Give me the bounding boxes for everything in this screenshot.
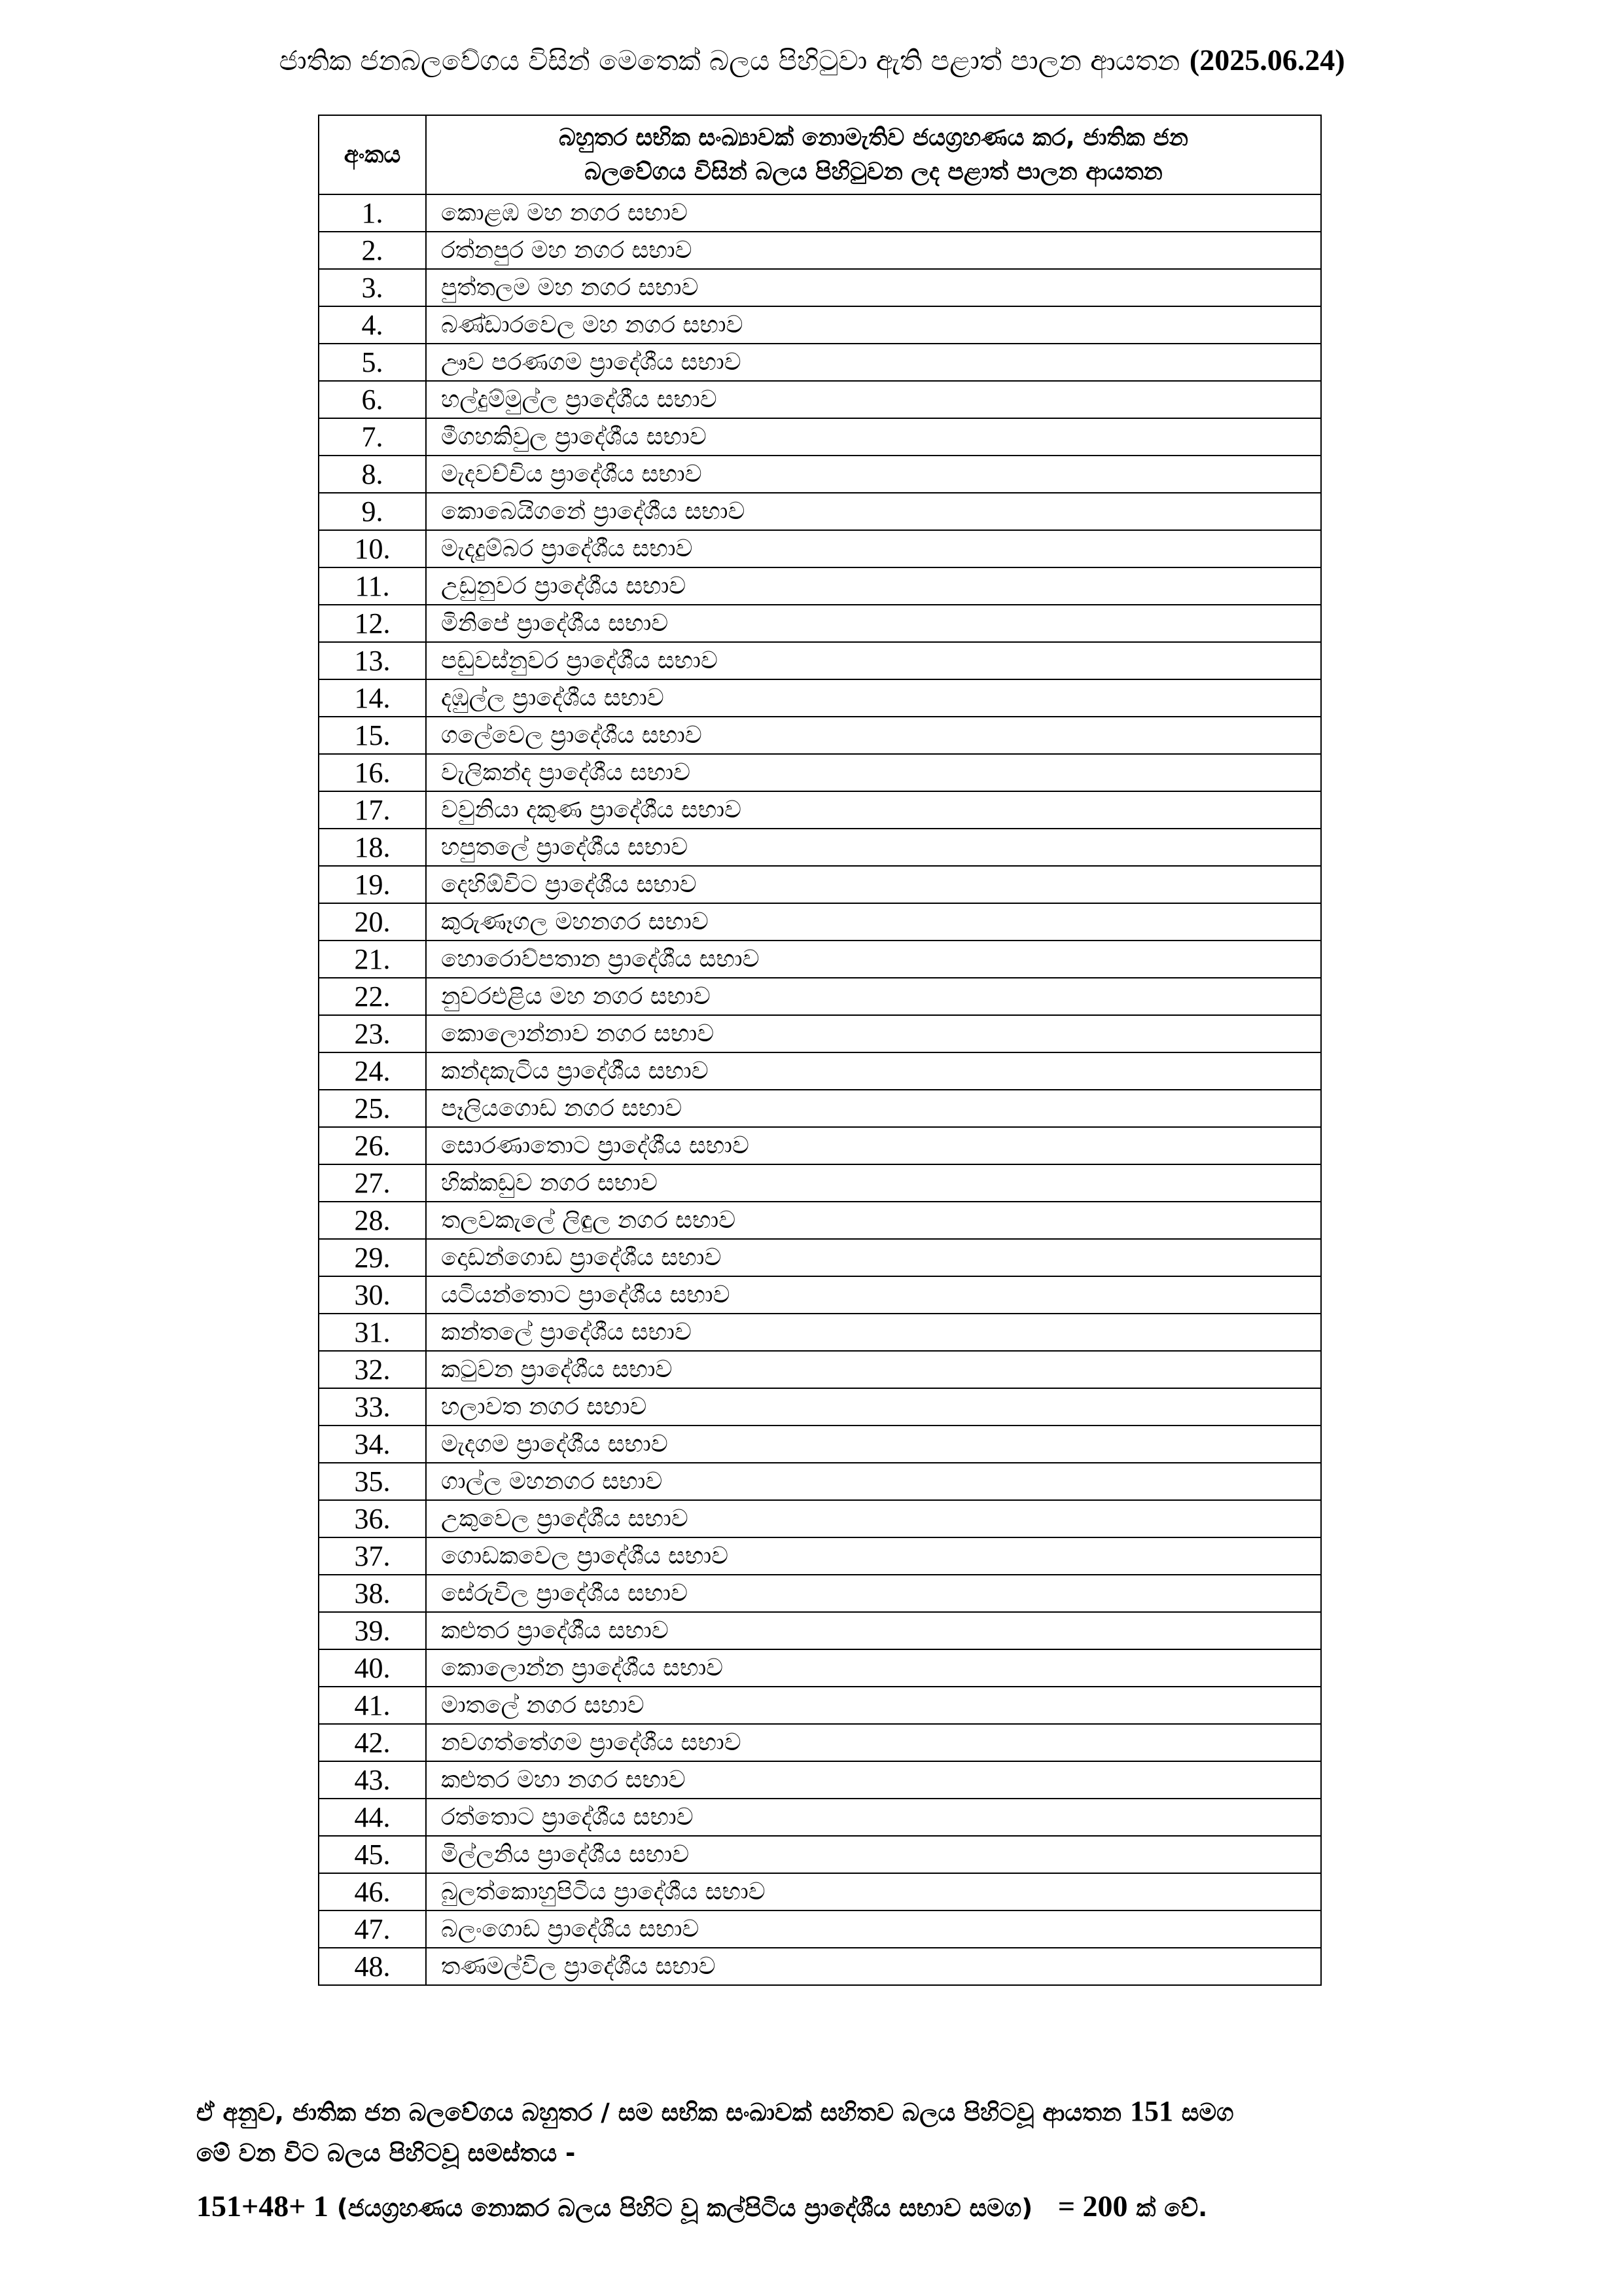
row-number: 11. (319, 567, 426, 605)
row-council-name: තලවකැලේ ලිඳුල නගර සභාව (426, 1202, 1321, 1239)
row-council-name: දොඩන්ගොඩ ප්‍රාදේශීය සභාව (426, 1239, 1321, 1276)
summary-line1-number: 151 (1129, 2095, 1173, 2127)
row-number: 15. (319, 717, 426, 754)
row-council-name: තණමල්විල ප්‍රාදේශීය සභාව (426, 1948, 1321, 1985)
summary-line1-before: ඒ අනුව, ජාතික ජන බලවේගය බහුතර / සම සභික සංඛාවක් සහිතව බලය පිහිටවූ ආයතන (196, 2098, 1122, 2126)
table-row (319, 791, 1321, 829)
title-text: ජාතික ජනබලවේගය විසින් මෙතෙක් බලය පිහිටුවා ඇති පළාත් පාලන ආයතන (279, 45, 1180, 77)
row-council-name: හොරොව්පතාන ප්‍රාදේශීය සභාව (426, 941, 1321, 978)
table-row (319, 1351, 1321, 1388)
row-council-name: දෙහිඕවිට ප්‍රාදේශීය සභාව (426, 866, 1321, 903)
table-row (319, 1202, 1321, 1239)
table-row (319, 344, 1321, 381)
row-council-name: රත්නපුර මහ නගර සභාව (426, 232, 1321, 269)
row-council-name: ගොඩකවෙල ප්‍රාදේශීය සභාව (426, 1537, 1321, 1575)
row-number: 8. (319, 456, 426, 493)
row-council-name: කටුවන ප්‍රාදේශීය සභාව (426, 1351, 1321, 1388)
row-council-name: ගලේවෙල ප්‍රාදේශීය සභාව (426, 717, 1321, 754)
table-row (319, 1687, 1321, 1724)
table-row (319, 1314, 1321, 1351)
row-number: 48. (319, 1948, 426, 1985)
row-council-name: සොරණාතොට ප්‍රාදේශීය සභාව (426, 1127, 1321, 1164)
table-row (319, 1015, 1321, 1052)
total-formula-note: (ජයග්‍රහණය නොකර බලය පිහිට වූ කල්පිටිය ප්‍රාදේශීය සභාව සමග) (336, 2194, 1033, 2222)
row-council-name: ඌව පරණගම ප්‍රාදේශීය සභාව (426, 344, 1321, 381)
row-council-name: බලංගොඩ ප්‍රාදේශීය සභාව (426, 1910, 1321, 1948)
row-number: 22. (319, 978, 426, 1015)
table-row (319, 1948, 1321, 1985)
table-body (319, 194, 1321, 1985)
row-number: 43. (319, 1761, 426, 1799)
total-result-number: = 200 (1057, 2189, 1128, 2223)
header-name-line2: බලවේගය විසින් බලය පිහිටුවන ලද පළාත් පාලන ආයතන (584, 158, 1163, 185)
table-row (319, 1612, 1321, 1649)
row-council-name: බණ්ඩාරවෙල මහ නගර සභාව (426, 306, 1321, 344)
table-row (319, 1500, 1321, 1537)
summary-line1-after: සමග (1181, 2098, 1234, 2126)
row-council-name: හලාවත නගර සභාව (426, 1388, 1321, 1426)
row-number: 6. (319, 381, 426, 418)
row-number: 44. (319, 1799, 426, 1836)
title-date: (2025.06.24) (1189, 43, 1345, 77)
table-row (319, 381, 1321, 418)
row-council-name: හල්දුම්මුල්ල ප්‍රාදේශීය සභාව (426, 381, 1321, 418)
row-number: 27. (319, 1164, 426, 1202)
row-number: 29. (319, 1239, 426, 1276)
table-row (319, 1910, 1321, 1948)
table-row (319, 1649, 1321, 1687)
row-council-name: දඹුල්ල ප්‍රාදේශීය සභාව (426, 679, 1321, 717)
row-number: 24. (319, 1052, 426, 1090)
row-number: 33. (319, 1388, 426, 1426)
table-row (319, 903, 1321, 941)
row-number: 46. (319, 1873, 426, 1910)
table-row (319, 1127, 1321, 1164)
table-row (319, 1836, 1321, 1873)
table-row (319, 567, 1321, 605)
header-name-line1: බහුතර සභික සංඛ්‍යාවක් නොමැතිව ජයග්‍රහණය කර, ජාතික ජන (558, 124, 1189, 151)
table-row (319, 232, 1321, 269)
row-council-name: මාතලේ නගර සභාව (426, 1687, 1321, 1724)
row-number: 9. (319, 493, 426, 530)
row-council-name: හික්කඩුව නගර සභාව (426, 1164, 1321, 1202)
total-result-suffix: ක් වේ. (1136, 2194, 1208, 2222)
document-title (0, 41, 1624, 81)
table-row (319, 1090, 1321, 1127)
row-number: 19. (319, 866, 426, 903)
table-row (319, 306, 1321, 344)
table-row (319, 418, 1321, 456)
row-number: 32. (319, 1351, 426, 1388)
table-row (319, 1575, 1321, 1612)
summary-line2: මේ වන විට බලය පිහිටවූ සමස්තය - (196, 2139, 576, 2167)
row-council-name: වැලිකන්ද ප්‍රාදේශීය සභාව (426, 754, 1321, 791)
row-number: 38. (319, 1575, 426, 1612)
row-number: 23. (319, 1015, 426, 1052)
table-row (319, 941, 1321, 978)
table-row (319, 1724, 1321, 1761)
table-row (319, 530, 1321, 567)
row-council-name: පඩුවස්නුවර ප්‍රාදේශීය සභාව (426, 642, 1321, 679)
table-row (319, 754, 1321, 791)
table-row (319, 1873, 1321, 1910)
row-council-name: මැදදුම්බර ප්‍රාදේශීය සභාව (426, 530, 1321, 567)
row-number: 25. (319, 1090, 426, 1127)
row-number: 28. (319, 1202, 426, 1239)
row-number: 35. (319, 1463, 426, 1500)
row-council-name: උකුවෙල ප්‍රාදේශීය සභාව (426, 1500, 1321, 1537)
table-row (319, 194, 1321, 232)
row-council-name: රත්තොට ප්‍රාදේශීය සභාව (426, 1799, 1321, 1836)
row-number: 10. (319, 530, 426, 567)
row-council-name: කොලොන්නාව නගර සභාව (426, 1015, 1321, 1052)
table-row (319, 1761, 1321, 1799)
table-row (319, 269, 1321, 306)
table-row (319, 1426, 1321, 1463)
row-number: 7. (319, 418, 426, 456)
row-number: 18. (319, 829, 426, 866)
row-number: 14. (319, 679, 426, 717)
row-council-name: මැදවච්චිය ප්‍රාදේශීය සභාව (426, 456, 1321, 493)
table-row (319, 717, 1321, 754)
row-council-name: කළුතර ප්‍රාදේශීය සභාව (426, 1612, 1321, 1649)
table-row (319, 1463, 1321, 1500)
row-council-name: නුවරඑළිය මහ නගර සභාව (426, 978, 1321, 1015)
total-formula: 151+48+ 1 (196, 2189, 328, 2223)
row-number: 1. (319, 194, 426, 232)
row-number: 4. (319, 306, 426, 344)
table-row (319, 605, 1321, 642)
row-number: 45. (319, 1836, 426, 1873)
table-row (319, 1388, 1321, 1426)
row-number: 16. (319, 754, 426, 791)
table-header-row (319, 115, 1321, 194)
row-number: 42. (319, 1724, 426, 1761)
row-number: 5. (319, 344, 426, 381)
table-row (319, 1537, 1321, 1575)
row-council-name: සේරුවිල ප්‍රාදේශීය සභාව (426, 1575, 1321, 1612)
row-council-name: බුලත්කොහුපිටිය ප්‍රාදේශීය සභාව (426, 1873, 1321, 1910)
row-council-name: කොබෙයිගනේ ප්‍රාදේශීය සභාව (426, 493, 1321, 530)
row-council-name: යටියන්තොට ප්‍රාදේශීය සභාව (426, 1276, 1321, 1314)
row-number: 41. (319, 1687, 426, 1724)
row-council-name: කොලොන්න ප්‍රාදේශීය සභාව (426, 1649, 1321, 1687)
table-row (319, 493, 1321, 530)
table-row (319, 1276, 1321, 1314)
row-council-name: කන්තලේ ප්‍රාදේශීය සභාව (426, 1314, 1321, 1351)
table-row (319, 1052, 1321, 1090)
total-line (196, 2186, 1453, 2229)
row-council-name: වවුනියා දකුණ ප්‍රාදේශීය සභාව (426, 791, 1321, 829)
row-number: 3. (319, 269, 426, 306)
row-number: 26. (319, 1127, 426, 1164)
table-row (319, 679, 1321, 717)
row-number: 12. (319, 605, 426, 642)
row-council-name: ගාල්ල මහනගර සභාව (426, 1463, 1321, 1500)
row-council-name: මිනිපේ ප්‍රාදේශීය සභාව (426, 605, 1321, 642)
row-council-name: මිල්ලනිය ප්‍රාදේශීය සභාව (426, 1836, 1321, 1873)
header-number: අංකය (319, 115, 426, 194)
table-row (319, 1164, 1321, 1202)
row-council-name: කන්දකැටිය ප්‍රාදේශීය සභාව (426, 1052, 1321, 1090)
row-council-name: නවගත්තේගම ප්‍රාදේශීය සභාව (426, 1724, 1321, 1761)
row-number: 34. (319, 1426, 426, 1463)
row-council-name: කළුතර මහා නගර සභාව (426, 1761, 1321, 1799)
table-row (319, 866, 1321, 903)
row-number: 30. (319, 1276, 426, 1314)
row-council-name: පුත්තලම මහ නගර සභාව (426, 269, 1321, 306)
table-row (319, 978, 1321, 1015)
row-number: 13. (319, 642, 426, 679)
row-number: 2. (319, 232, 426, 269)
row-council-name: උඩුනුවර ප්‍රාදේශීය සභාව (426, 567, 1321, 605)
table-row (319, 1239, 1321, 1276)
row-council-name: කුරුණෑගල මහනගර සභාව (426, 903, 1321, 941)
row-number: 17. (319, 791, 426, 829)
row-number: 39. (319, 1612, 426, 1649)
row-council-name: මැදගම ප්‍රාදේශීය සභාව (426, 1426, 1321, 1463)
summary-text (196, 2091, 1453, 2174)
row-number: 31. (319, 1314, 426, 1351)
table-row (319, 829, 1321, 866)
table-row (319, 456, 1321, 493)
row-number: 37. (319, 1537, 426, 1575)
row-council-name: හපුතලේ ප්‍රාදේශීය සභාව (426, 829, 1321, 866)
row-number: 36. (319, 1500, 426, 1537)
header-name (426, 115, 1321, 194)
row-number: 20. (319, 903, 426, 941)
row-number: 40. (319, 1649, 426, 1687)
row-number: 21. (319, 941, 426, 978)
table-row (319, 1799, 1321, 1836)
councils-table (318, 115, 1322, 1986)
row-council-name: පෑලියගොඩ නගර සභාව (426, 1090, 1321, 1127)
row-number: 47. (319, 1910, 426, 1948)
table-row (319, 642, 1321, 679)
row-council-name: මීගහකිවුල ප්‍රාදේශීය සභාව (426, 418, 1321, 456)
row-council-name: කොළඹ මහ නගර සභාව (426, 194, 1321, 232)
